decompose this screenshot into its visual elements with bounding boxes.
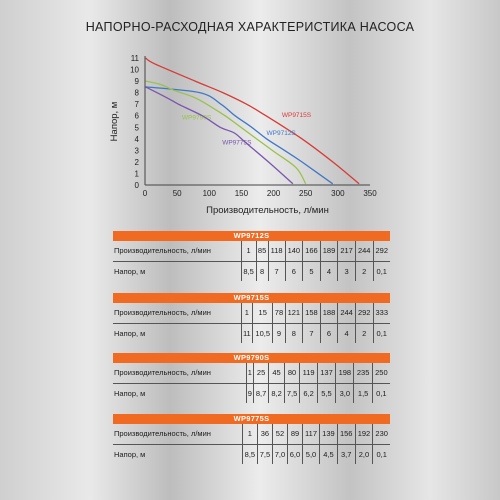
table-cell: 5,5 <box>317 383 335 403</box>
table-cell: 3,7 <box>337 444 355 464</box>
table-cell: 15 <box>253 303 273 323</box>
table-wp9790s <box>113 353 390 403</box>
table-header: WP9775S <box>113 414 390 424</box>
y-tick-label: 1 <box>134 169 139 179</box>
table-cell: 25 <box>253 363 268 383</box>
table-cell: 3,0 <box>336 383 354 403</box>
pump-curve-chart <box>0 0 500 230</box>
table-cell: 8 <box>256 261 268 281</box>
table-wp9712s <box>113 231 390 281</box>
table-cell: 2 <box>355 323 373 343</box>
y-tick-label: 5 <box>134 123 139 133</box>
table-cell: 45 <box>269 363 284 383</box>
y-tick-label: 4 <box>134 134 139 144</box>
table-cell: 292 <box>355 303 373 323</box>
table-cell: 6,2 <box>300 383 318 403</box>
x-tick-label: 200 <box>266 189 281 198</box>
table-cell: 8,2 <box>269 383 284 403</box>
table-cell: 137 <box>317 363 335 383</box>
y-tick-label: 9 <box>134 77 139 87</box>
table-cell: 3 <box>338 261 356 281</box>
table-cell: 2 <box>355 261 373 281</box>
table-cell: 235 <box>354 363 372 383</box>
table-wp9775s <box>113 414 390 464</box>
table-cell: 7,5 <box>284 383 299 403</box>
x-tick-label: 50 <box>172 189 182 198</box>
table-cell: 244 <box>355 241 373 261</box>
row-label: Производительность, л/мин <box>113 424 242 444</box>
y-tick-label: 7 <box>134 100 139 110</box>
row-label: Напор, м <box>114 388 146 398</box>
table-header: WP9712S <box>113 231 390 241</box>
x-tick-label: 0 <box>142 189 148 198</box>
table-header: WP9790S <box>113 353 390 363</box>
table-row-flow <box>113 424 390 444</box>
table-cell: 230 <box>373 424 390 444</box>
table-cell: 250 <box>372 363 390 383</box>
table-wp9715s <box>113 293 390 343</box>
x-axis-label: Производительность, л/мин <box>206 205 329 216</box>
table-cell: 5,0 <box>303 444 320 464</box>
table-cell: 7 <box>303 323 321 343</box>
table-row-flow <box>113 303 390 323</box>
y-tick-label: 10 <box>130 65 139 75</box>
table-cell: 2,0 <box>355 444 373 464</box>
table-cell: 4 <box>320 261 338 281</box>
row-label: Производительность, л/мин <box>113 363 246 383</box>
table-cell: 78 <box>273 303 285 323</box>
table-cell: 9 <box>273 323 285 343</box>
table-cell: 6 <box>285 261 303 281</box>
table-cell: 0,1 <box>372 383 390 403</box>
table-row-head <box>113 444 390 464</box>
x-tick-label: 100 <box>202 189 216 198</box>
table-cell: 1 <box>246 363 253 383</box>
table-cell: 85 <box>256 241 268 261</box>
table-cell: 1,5 <box>354 383 372 403</box>
table-cell: 217 <box>338 241 356 261</box>
row-label: Напор, м <box>114 266 146 276</box>
table-cell: 198 <box>336 363 354 383</box>
table-cell: 7,5 <box>257 444 272 464</box>
table-cell: 80 <box>284 363 299 383</box>
row-label: Напор, м <box>114 449 146 459</box>
row-label: Напор, м <box>114 328 146 338</box>
table-row-head <box>113 323 390 343</box>
table-row-head <box>113 261 390 281</box>
y-tick-label: 6 <box>134 111 139 121</box>
table-cell: 52 <box>272 424 287 444</box>
table-cell: 0,1 <box>373 323 390 343</box>
table-cell: 166 <box>303 241 321 261</box>
table-cell: 36 <box>257 424 272 444</box>
table-cell: 4,5 <box>320 444 338 464</box>
table-cell: 5 <box>303 261 321 281</box>
table-cell: 0,1 <box>373 444 390 464</box>
table-header: WP9715S <box>113 293 390 303</box>
table-cell: 188 <box>320 303 338 323</box>
table-cell: 9 <box>246 383 253 403</box>
table-cell: 189 <box>320 241 338 261</box>
table-cell: 118 <box>268 241 285 261</box>
table-row-head <box>113 383 390 403</box>
table-cell: 4 <box>338 323 356 343</box>
y-tick-label: 2 <box>134 157 139 167</box>
table-cell: 1 <box>242 424 257 444</box>
table-cell: 8,7 <box>253 383 268 403</box>
x-tick-label: 350 <box>363 189 377 198</box>
table-row-flow <box>113 241 390 261</box>
table-cell: 192 <box>355 424 373 444</box>
y-tick-label: 0 <box>134 181 139 190</box>
table-cell: 244 <box>338 303 356 323</box>
y-tick-label: 11 <box>130 54 139 63</box>
page-title: НАПОРНО-РАСХОДНАЯ ХАРАКТЕРИСТИКА НАСОСА <box>85 20 415 34</box>
table-cell: 89 <box>287 424 302 444</box>
table-cell: 156 <box>337 424 355 444</box>
table-cell: 7,0 <box>272 444 287 464</box>
y-tick-label: 3 <box>134 146 139 156</box>
series-label: WP9712S <box>266 129 296 137</box>
series-label: WP9775S <box>222 139 252 147</box>
table-cell: 8,5 <box>242 444 257 464</box>
row-label: Производительность, л/мин <box>113 241 241 261</box>
table-cell: 7 <box>268 261 285 281</box>
table-cell: 6 <box>320 323 338 343</box>
table-cell: 119 <box>300 363 318 383</box>
series-label: WP9790S <box>181 114 212 122</box>
table-cell: 0,1 <box>373 261 390 281</box>
y-axis-label: Напор, м <box>109 101 120 142</box>
series-label: WP9715S <box>281 111 312 119</box>
table-cell: 1 <box>241 303 252 323</box>
table-cell: 158 <box>303 303 321 323</box>
table-row-flow <box>113 363 390 383</box>
x-tick-label: 250 <box>299 189 313 198</box>
table-cell: 8 <box>285 323 303 343</box>
x-tick-label: 300 <box>331 189 345 198</box>
table-cell: 121 <box>285 303 303 323</box>
x-tick-label: 150 <box>234 189 249 198</box>
table-cell: 139 <box>320 424 338 444</box>
table-cell: 292 <box>373 241 390 261</box>
table-cell: 1 <box>241 241 256 261</box>
table-cell: 8,5 <box>241 261 256 281</box>
table-cell: 10,5 <box>253 323 273 343</box>
row-label: Производительность, л/мин <box>113 303 241 323</box>
table-cell: 11 <box>241 323 252 343</box>
series-line-wp9715s <box>146 58 360 184</box>
table-cell: 6,0 <box>287 444 302 464</box>
table-cell: 333 <box>373 303 390 323</box>
y-tick-label: 8 <box>134 88 139 98</box>
table-cell: 140 <box>285 241 303 261</box>
table-cell: 117 <box>303 424 320 444</box>
